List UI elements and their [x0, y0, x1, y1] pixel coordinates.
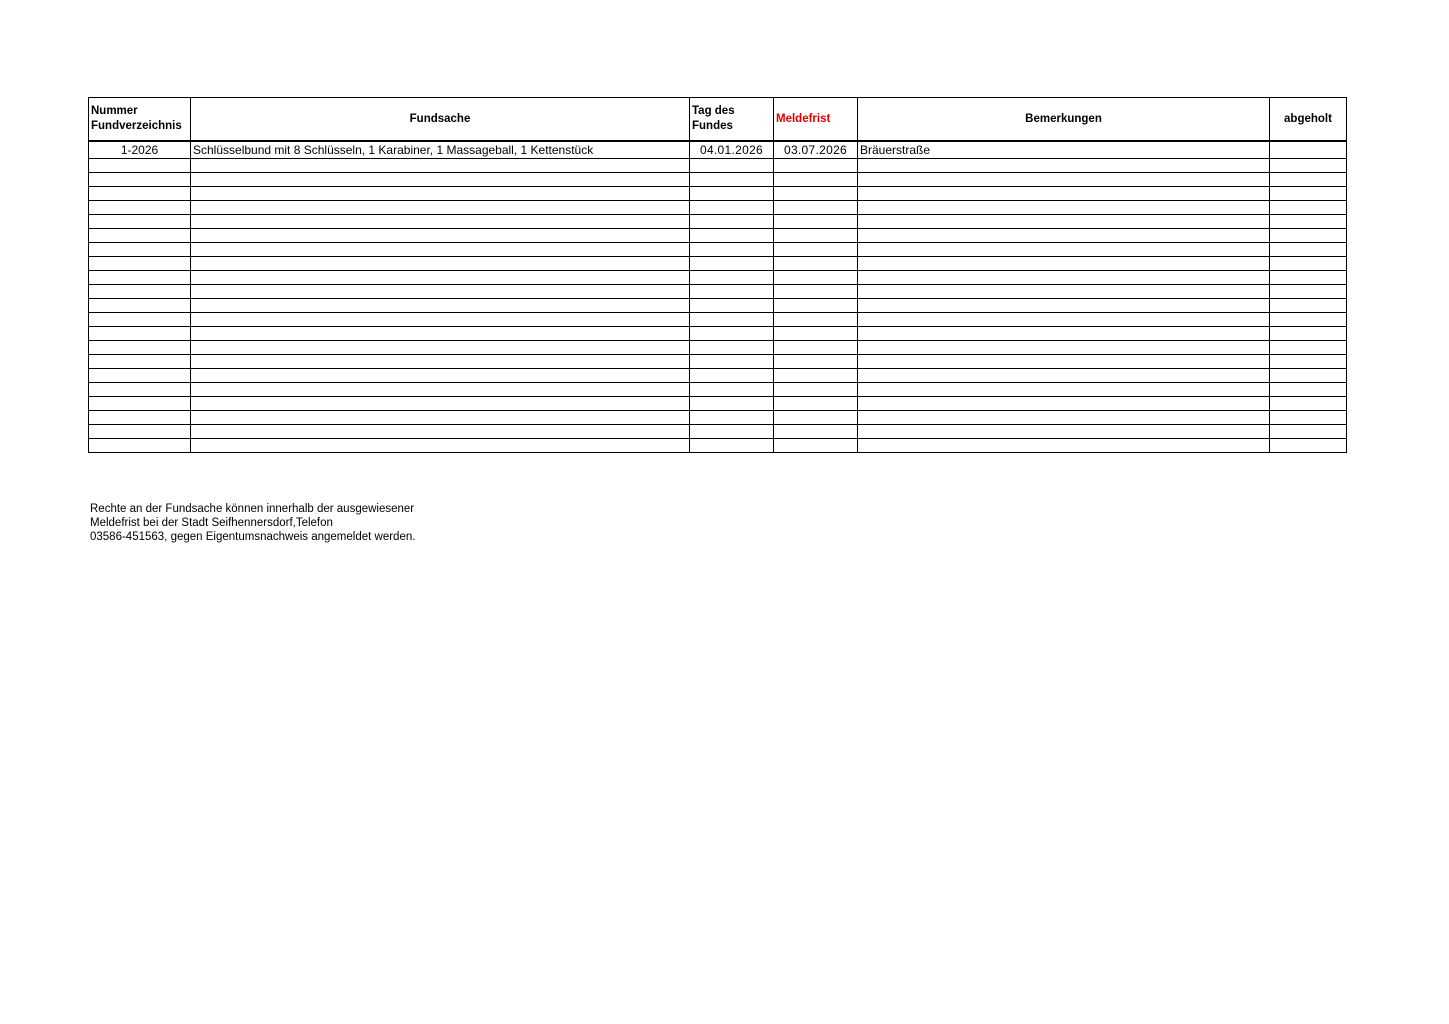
table-row-empty [89, 271, 1347, 285]
header-abgeholt: abgeholt [1270, 98, 1347, 142]
cell-abgeholt [1270, 327, 1347, 341]
table-row-empty [89, 201, 1347, 215]
cell-abgeholt [1270, 285, 1347, 299]
table-row-empty [89, 229, 1347, 243]
cell-abgeholt [1270, 215, 1347, 229]
header-nummer-line1: Nummer [91, 105, 138, 117]
cell-nummer [89, 173, 191, 187]
cell-meldefrist [774, 383, 858, 397]
table-row-empty [89, 257, 1347, 271]
table-row-empty [89, 215, 1347, 229]
cell-nummer [89, 397, 191, 411]
cell-meldefrist [774, 187, 858, 201]
cell-nummer: 1-2026 [89, 141, 191, 159]
cell-bemerkungen: Bräuerstraße [858, 141, 1270, 159]
cell-meldefrist [774, 215, 858, 229]
cell-bemerkungen [858, 243, 1270, 257]
cell-nummer [89, 299, 191, 313]
note-line-1: Rechte an der Fundsache können innerhalb der ausgewiesener [90, 503, 415, 515]
cell-fundsache [191, 215, 690, 229]
cell-nummer [89, 425, 191, 439]
cell-bemerkungen [858, 215, 1270, 229]
cell-abgeholt [1270, 425, 1347, 439]
cell-bemerkungen [858, 299, 1270, 313]
cell-bemerkungen [858, 383, 1270, 397]
cell-nummer [89, 187, 191, 201]
cell-fundsache [191, 439, 690, 453]
cell-fundsache [191, 271, 690, 285]
header-tag-line1: Tag des [692, 105, 735, 117]
table-row-empty [89, 327, 1347, 341]
cell-fundsache [191, 173, 690, 187]
cell-tag [690, 257, 774, 271]
cell-fundsache [191, 187, 690, 201]
cell-meldefrist [774, 229, 858, 243]
cell-tag [690, 327, 774, 341]
header-bemerkungen: Bemerkungen [858, 98, 1270, 142]
table-row-empty [89, 313, 1347, 327]
cell-bemerkungen [858, 369, 1270, 383]
table-row-empty [89, 383, 1347, 397]
header-nummer [89, 98, 191, 142]
header-fundsache: Fundsache [191, 98, 690, 142]
table-row-empty [89, 173, 1347, 187]
cell-nummer [89, 327, 191, 341]
cell-bemerkungen [858, 187, 1270, 201]
cell-tag [690, 285, 774, 299]
cell-abgeholt [1270, 439, 1347, 453]
cell-tag [690, 313, 774, 327]
cell-fundsache [191, 383, 690, 397]
cell-abgeholt [1270, 201, 1347, 215]
cell-nummer [89, 243, 191, 257]
header-meldefrist: Meldefrist [774, 98, 858, 142]
cell-tag [690, 159, 774, 173]
cell-bemerkungen [858, 313, 1270, 327]
cell-nummer [89, 383, 191, 397]
note-line-3: 03586-451563, gegen Eigentumsnachweis angemeldet werden. [90, 531, 416, 543]
cell-nummer [89, 201, 191, 215]
cell-abgeholt [1270, 271, 1347, 285]
table-body [89, 141, 1347, 453]
table-row-empty [89, 355, 1347, 369]
cell-tag [690, 187, 774, 201]
cell-meldefrist [774, 327, 858, 341]
table-row-empty [89, 187, 1347, 201]
cell-abgeholt [1270, 313, 1347, 327]
cell-meldefrist [774, 397, 858, 411]
cell-tag [690, 397, 774, 411]
cell-meldefrist [774, 243, 858, 257]
table-row-empty [89, 341, 1347, 355]
cell-abgeholt [1270, 243, 1347, 257]
cell-bemerkungen [858, 285, 1270, 299]
cell-bemerkungen [858, 271, 1270, 285]
footer-note [90, 502, 415, 544]
header-tag [690, 98, 774, 142]
cell-fundsache [191, 257, 690, 271]
cell-nummer [89, 439, 191, 453]
cell-tag [690, 229, 774, 243]
cell-nummer [89, 257, 191, 271]
table-row-empty [89, 411, 1347, 425]
table-row-empty [89, 369, 1347, 383]
cell-meldefrist [774, 271, 858, 285]
cell-tag [690, 299, 774, 313]
cell-bemerkungen [858, 159, 1270, 173]
cell-bemerkungen [858, 257, 1270, 271]
cell-fundsache [191, 285, 690, 299]
cell-fundsache [191, 341, 690, 355]
table-row-empty [89, 243, 1347, 257]
table-row [89, 141, 1347, 159]
cell-abgeholt [1270, 355, 1347, 369]
cell-bemerkungen [858, 173, 1270, 187]
cell-fundsache [191, 327, 690, 341]
cell-abgeholt [1270, 159, 1347, 173]
cell-bemerkungen [858, 355, 1270, 369]
cell-tag [690, 425, 774, 439]
cell-tag [690, 369, 774, 383]
cell-fundsache [191, 201, 690, 215]
cell-abgeholt [1270, 411, 1347, 425]
cell-tag [690, 173, 774, 187]
cell-fundsache [191, 411, 690, 425]
cell-tag [690, 341, 774, 355]
header-nummer-line2: Fundverzeichnis [91, 120, 182, 132]
table-row-empty [89, 159, 1347, 173]
cell-fundsache [191, 425, 690, 439]
cell-bemerkungen [858, 201, 1270, 215]
cell-meldefrist [774, 257, 858, 271]
cell-abgeholt [1270, 257, 1347, 271]
cell-bemerkungen [858, 397, 1270, 411]
cell-abgeholt [1270, 229, 1347, 243]
cell-nummer [89, 411, 191, 425]
cell-bemerkungen [858, 439, 1270, 453]
cell-meldefrist [774, 299, 858, 313]
cell-meldefrist [774, 425, 858, 439]
cell-abgeholt [1270, 299, 1347, 313]
cell-bemerkungen [858, 341, 1270, 355]
cell-nummer [89, 159, 191, 173]
cell-nummer [89, 229, 191, 243]
cell-bemerkungen [858, 229, 1270, 243]
cell-nummer [89, 285, 191, 299]
cell-meldefrist [774, 173, 858, 187]
cell-fundsache [191, 299, 690, 313]
cell-abgeholt [1270, 397, 1347, 411]
cell-meldefrist [774, 341, 858, 355]
cell-meldefrist: 03.07.2026 [774, 141, 858, 159]
cell-abgeholt [1270, 341, 1347, 355]
cell-tag [690, 439, 774, 453]
cell-bemerkungen [858, 425, 1270, 439]
cell-tag [690, 215, 774, 229]
cell-tag [690, 355, 774, 369]
cell-fundsache [191, 159, 690, 173]
cell-abgeholt [1270, 141, 1347, 159]
cell-fundsache: Schlüsselbund mit 8 Schlüsseln, 1 Karabiner, 1 Massageball, 1 Kettenstück [191, 141, 690, 159]
cell-fundsache [191, 229, 690, 243]
cell-meldefrist [774, 355, 858, 369]
cell-meldefrist [774, 285, 858, 299]
cell-nummer [89, 341, 191, 355]
header-tag-line2: Fundes [692, 120, 733, 132]
cell-abgeholt [1270, 173, 1347, 187]
table-header-row [89, 98, 1347, 142]
cell-tag [690, 383, 774, 397]
cell-tag [690, 411, 774, 425]
table-row-empty [89, 425, 1347, 439]
table-row-empty [89, 299, 1347, 313]
cell-tag: 04.01.2026 [690, 141, 774, 159]
cell-meldefrist [774, 439, 858, 453]
cell-fundsache [191, 243, 690, 257]
cell-abgeholt [1270, 383, 1347, 397]
cell-nummer [89, 355, 191, 369]
fund-register-table [88, 97, 1347, 453]
cell-fundsache [191, 313, 690, 327]
cell-nummer [89, 313, 191, 327]
table-row-empty [89, 397, 1347, 411]
cell-tag [690, 201, 774, 215]
cell-bemerkungen [858, 411, 1270, 425]
cell-bemerkungen [858, 327, 1270, 341]
table-row-empty [89, 439, 1347, 453]
cell-fundsache [191, 369, 690, 383]
cell-meldefrist [774, 369, 858, 383]
cell-nummer [89, 271, 191, 285]
cell-tag [690, 271, 774, 285]
table-row-empty [89, 285, 1347, 299]
cell-tag [690, 243, 774, 257]
note-line-2: Meldefrist bei der Stadt Seifhennersdorf,Telefon [90, 517, 333, 529]
cell-nummer [89, 369, 191, 383]
cell-abgeholt [1270, 369, 1347, 383]
cell-meldefrist [774, 159, 858, 173]
cell-meldefrist [774, 411, 858, 425]
cell-fundsache [191, 397, 690, 411]
cell-meldefrist [774, 313, 858, 327]
cell-nummer [89, 215, 191, 229]
cell-abgeholt [1270, 187, 1347, 201]
cell-fundsache [191, 355, 690, 369]
cell-meldefrist [774, 201, 858, 215]
